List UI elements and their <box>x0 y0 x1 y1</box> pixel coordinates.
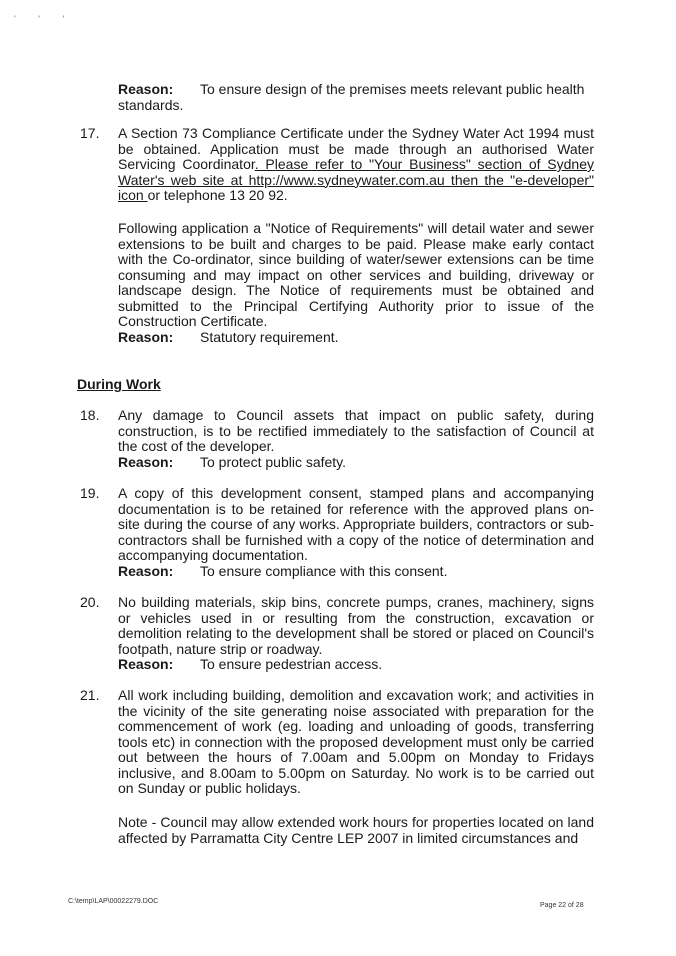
reason-label: Reason: <box>118 328 174 345</box>
scan-marks: ' ' ' <box>14 14 75 24</box>
reason-label: Reason: <box>118 656 174 672</box>
condition-number-19: 19. <box>80 485 100 501</box>
condition-21 <box>118 688 594 797</box>
condition-21-text: All work including building, demolition and excavation work; and activities in the vicinity of the site generating noise associated with preparation for the commencement of work (eg. loading and unloading of goods, transferring tools etc) in connection with the proposed development must only be carried out between the hours of 7.00am and 5.00pm on Monday to Fridays inclusive, and 8.00am to 5.00pm on Saturday. No work is to be carried out on Sunday or public holidays. <box>118 687 594 796</box>
condition-17-requirements-text: Following application a "Notice of Requirements" will detail water and sewer extensions to be built and charges to be paid. Please make early contact with the Co-ordinator, since building of water/sewer extensions can be time consuming and may impact on other services and building, driveway or landscape design. The Notice of requirements must be obtained and submitted to the Principal Certifying Authority prior to issue of the Construction Certificate. <box>118 220 594 329</box>
condition-19 <box>118 486 594 579</box>
reason-text: To ensure pedestrian access. <box>200 656 383 672</box>
reason-text-continued: standards. <box>118 96 184 113</box>
top-reason <box>118 82 594 113</box>
reason-text: To ensure design of the premises meets relevant public health <box>200 81 585 97</box>
condition-19-reason <box>118 564 594 580</box>
condition-17-phone: or telephone 13 20 92. <box>147 187 288 203</box>
footer-page-number: Page 22 of 28 <box>540 902 584 909</box>
condition-21-note <box>118 815 594 846</box>
condition-number-21: 21. <box>80 687 100 703</box>
condition-18-reason <box>118 455 594 471</box>
condition-17-reason <box>118 330 594 346</box>
condition-20-text: No building materials, skip bins, concrete pumps, cranes, machinery, signs or vehicles used in or resulting from the construction, excavation or demolition relating to the development shall be stored or placed on Council's footpath, nature strip or roadway. <box>118 594 594 657</box>
condition-18 <box>118 408 594 470</box>
section-heading-during-work: During Work <box>77 376 161 392</box>
condition-number-17: 17. <box>80 125 100 141</box>
condition-number-20: 20. <box>80 594 100 610</box>
condition-number-18: 18. <box>80 407 100 423</box>
footer-file-path: C:\temp\LAP\00022279.DOC <box>68 898 159 905</box>
condition-20 <box>118 595 594 673</box>
reason-label: Reason: <box>118 562 174 579</box>
condition-17-paragraph-2 <box>118 221 594 345</box>
condition-18-text: Any damage to Council assets that impact on public safety, during construction, is to be rectified immediately to the satisfaction of Council at the cost of the developer. <box>118 407 594 454</box>
reason-text: To ensure compliance with this consent. <box>200 562 448 579</box>
condition-21-note-text: Note - Council may allow extended work hours for properties located on land affected by Parramatta City Centre LEP 2007 in limited circumstances and <box>118 814 594 846</box>
reason-text: Statutory requirement. <box>200 328 339 345</box>
condition-17 <box>118 126 594 204</box>
reason-label: Reason: <box>118 81 174 97</box>
sydney-water-link-text: . Please refer to "Your Business" section of Sydney Water's web site at http://www.sydneywater.com.au then the "e-developer" icon <box>118 156 594 203</box>
condition-20-reason <box>118 657 594 673</box>
condition-17-text: A Section 73 Compliance Certificate under the Sydney Water Act 1994 must be obtained. Application must be made through an authorised Water Servicing Coordinator <box>118 125 594 172</box>
reason-text: To protect public safety. <box>200 453 347 470</box>
reason-label: Reason: <box>118 453 174 470</box>
condition-19-text: A copy of this development consent, stamped plans and accompanying documentation is to be retained for reference with the approved plans on-site during the course of any works. Appropriate builders, contractors or sub-contractors shall be furnished with a copy of the notice of determination and accompanying documentation. <box>118 485 594 563</box>
